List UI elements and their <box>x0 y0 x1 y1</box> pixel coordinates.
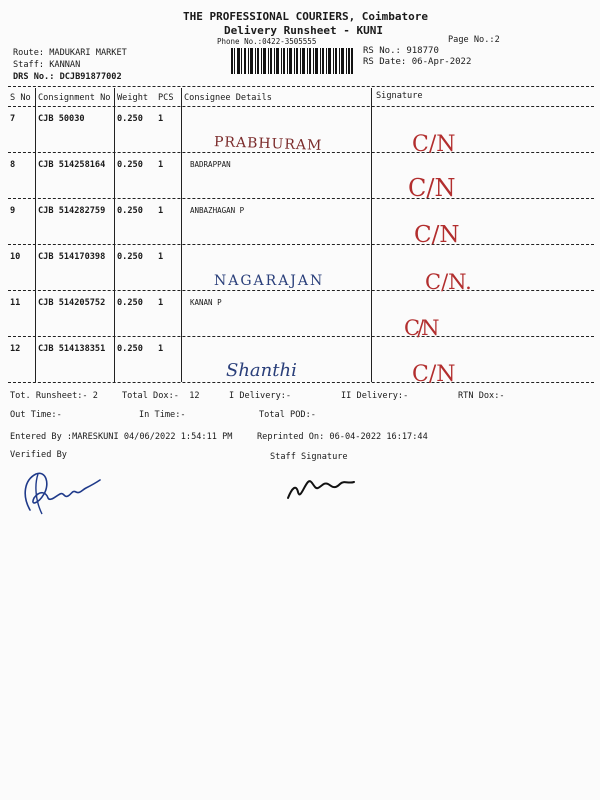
table-header-rule <box>8 106 594 107</box>
row-consignment: CJB 514170398 <box>38 252 106 262</box>
handwritten-signature: C/N <box>404 316 437 340</box>
total-pod: Total POD:- <box>259 410 316 420</box>
i-delivery: I Delivery:- <box>229 391 292 401</box>
row-consignee: KANAN P <box>190 298 222 307</box>
column-divider <box>371 88 372 382</box>
page-number: Page No.:2 <box>448 35 500 45</box>
row-divider <box>8 198 594 199</box>
reprinted-on: Reprinted On: 06-04-2022 16:17:44 <box>257 432 428 442</box>
row-sno: 11 <box>10 298 21 308</box>
handwritten-signature: C/N <box>412 132 456 157</box>
row-weight: 0.250 <box>117 298 143 308</box>
barcode-icon <box>231 48 353 74</box>
handwritten-signature: C/N. <box>425 270 472 294</box>
verifier-signature-icon <box>16 462 116 518</box>
row-pcs: 1 <box>158 252 164 262</box>
col-header-pcs: PCS <box>158 93 174 103</box>
row-pcs: 1 <box>158 160 164 170</box>
handwritten-signature: C/N <box>412 362 456 387</box>
row-consignment: CJB 514138351 <box>38 344 106 354</box>
handwritten-signature: C/N <box>408 174 456 202</box>
rs-number: RS No.: 918770 <box>363 46 439 56</box>
row-sno: 12 <box>10 344 21 354</box>
row-sno: 8 <box>10 160 16 170</box>
table-top-rule <box>8 86 594 87</box>
out-time: Out Time:- <box>10 410 62 420</box>
total-dox: Total Dox:- 12 <box>122 391 200 401</box>
row-weight: 0.250 <box>117 206 143 216</box>
handwritten-signature: C/N <box>414 222 460 248</box>
row-consignment: CJB 50030 <box>38 114 85 124</box>
entered-by: Entered By :MARESKUNI 04/06/2022 1:54:11 PM <box>10 432 233 442</box>
rtn-dox: RTN Dox:- <box>458 391 505 401</box>
drs-number: DRS No.: DCJB91877002 <box>13 72 122 82</box>
runsheet-subtitle: Delivery Runsheet - KUNI <box>224 24 383 37</box>
row-weight: 0.250 <box>117 252 143 262</box>
row-divider <box>8 382 594 383</box>
handwritten-consignee: Shanthi <box>226 360 297 381</box>
phone-number: Phone No.:0422-3505555 <box>217 37 317 46</box>
row-weight: 0.250 <box>117 344 143 354</box>
route-label: Route: MADUKARI MARKET <box>13 48 127 58</box>
col-header-consignment: Consignment No <box>38 93 111 103</box>
row-pcs: 1 <box>158 344 164 354</box>
row-pcs: 1 <box>158 206 164 216</box>
row-weight: 0.250 <box>117 160 143 170</box>
staff-label: Staff: KANNAN <box>13 60 81 70</box>
row-sno: 10 <box>10 252 21 262</box>
row-pcs: 1 <box>158 114 164 124</box>
row-weight: 0.250 <box>117 114 143 124</box>
column-divider <box>35 88 36 382</box>
row-consignee: ANBAZHAGAN P <box>190 206 245 215</box>
column-divider <box>181 88 182 382</box>
row-consignee: BADRAPPAN <box>190 160 231 169</box>
tot-runsheet: Tot. Runsheet:- 2 <box>10 391 98 401</box>
row-consignment: CJB 514282759 <box>38 206 106 216</box>
ii-delivery: II Delivery:- <box>341 391 409 401</box>
row-divider <box>8 290 594 291</box>
col-header-sno: S No <box>10 93 31 103</box>
verified-by-label: Verified By <box>10 450 67 460</box>
row-pcs: 1 <box>158 298 164 308</box>
row-divider <box>8 244 594 245</box>
row-consignment: CJB 514205752 <box>38 298 106 308</box>
col-header-weight: Weight <box>117 93 149 103</box>
col-header-signature: Signature <box>376 91 423 101</box>
row-sno: 9 <box>10 206 16 216</box>
row-consignment: CJB 514258164 <box>38 160 106 170</box>
col-header-consignee: Consignee Details <box>184 93 272 103</box>
staff-signature-label: Staff Signature <box>270 452 348 462</box>
row-divider <box>8 336 594 337</box>
company-name: THE PROFESSIONAL COURIERS, Coimbatore <box>183 10 429 23</box>
handwritten-consignee: NAGARAJAN <box>214 273 325 289</box>
handwritten-consignee: PRABHURAM <box>213 134 323 154</box>
staff-signature-icon <box>282 470 362 506</box>
row-sno: 7 <box>10 114 16 124</box>
rs-date: RS Date: 06-Apr-2022 <box>363 57 472 67</box>
column-divider <box>114 88 115 382</box>
in-time: In Time:- <box>139 410 186 420</box>
